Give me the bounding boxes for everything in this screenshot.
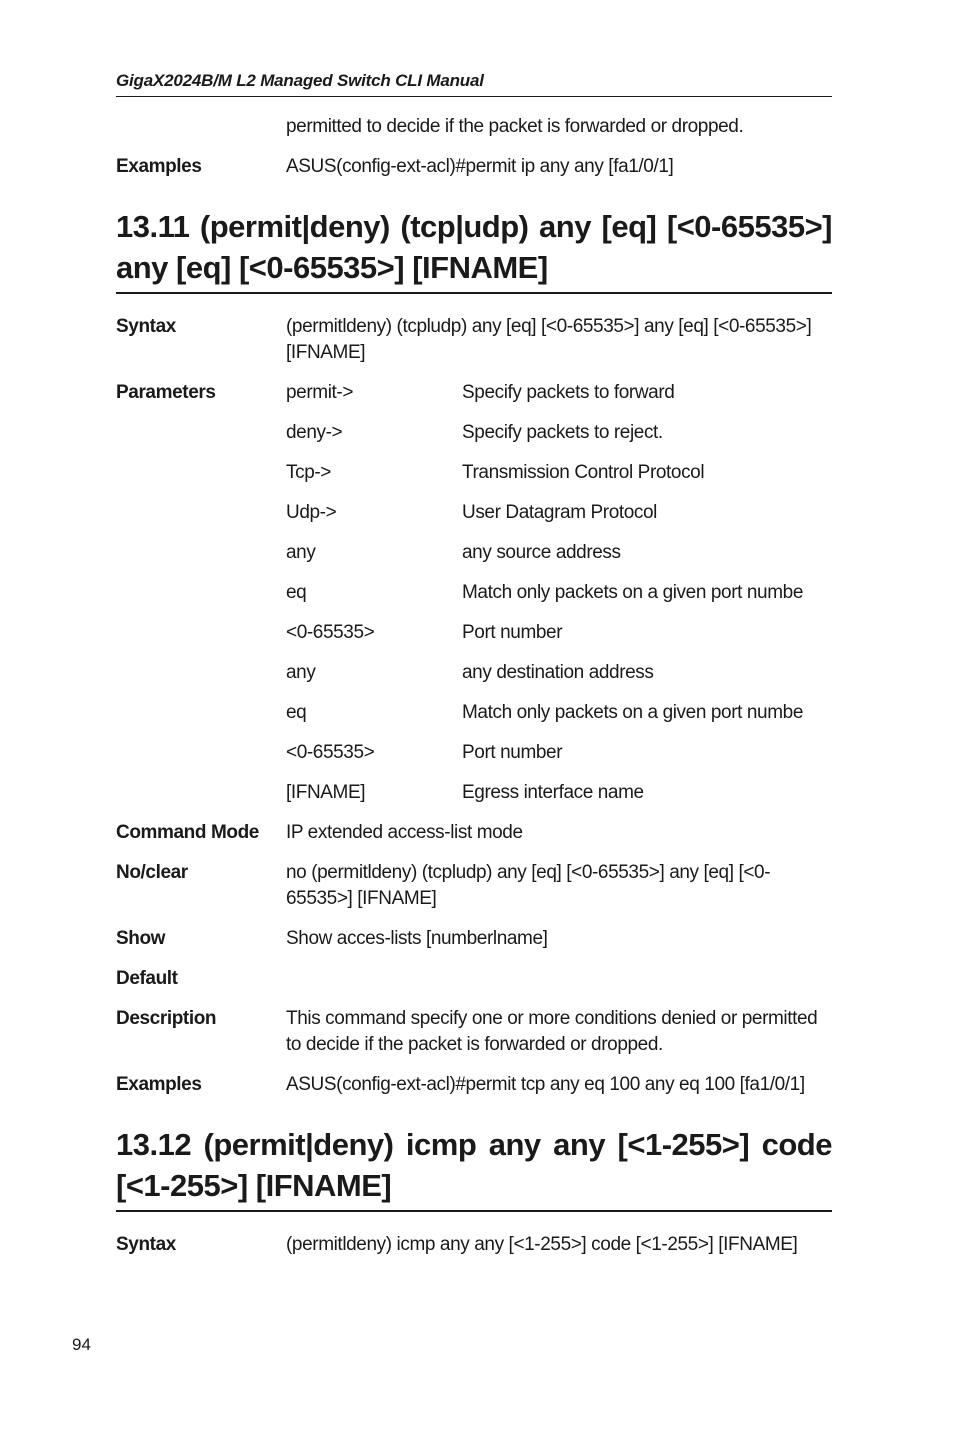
parameter-name: permit-> [286,382,354,403]
parameter-description: Match only packets on a given port numbe [462,702,803,723]
parameter-row [116,500,832,526]
parameter-row [116,380,832,406]
parameter-name: Tcp-> [286,462,331,483]
parameter-name: Udp-> [286,502,337,523]
parameter-name: eq [286,582,307,603]
parameter-name: <0-65535> [286,742,375,763]
syntax-label: Syntax [116,316,176,337]
command-mode-value: IP extended access-list mode [286,822,523,843]
syntax-value: (permitldeny) icmp any any [<1-255>] code [<1-255>] [IFNAME] [286,1234,798,1255]
parameter-name: [IFNAME] [286,782,366,803]
parameter-row [116,700,832,726]
parameter-description: Specify packets to reject. [462,422,663,443]
page-number: 94 [72,1335,91,1354]
parameter-name: any [286,542,316,563]
parameter-row [116,460,832,486]
examples-value: ASUS(config-ext-acl)#permit ip any any [fa1/0/1] [286,156,674,177]
default-label: Default [116,968,178,989]
parameter-description: any destination address [462,662,654,683]
syntax-value: (permitldeny) (tcpludp) any [eq] [<0-65535>] any [eq] [<0-65535>] [IFNAME] [286,316,812,363]
parameter-name: deny-> [286,422,343,443]
show-value: Show acces-lists [numberlname] [286,928,548,949]
syntax-row [116,314,832,366]
parameters-label: Parameters [116,382,216,403]
show-row [116,926,832,952]
description-continuation-row [116,114,832,140]
command-mode-row [116,820,832,846]
parameter-description: Port number [462,742,563,763]
command-mode-label: Command Mode [116,822,259,843]
description-row [116,1006,832,1058]
parameter-row [116,780,832,806]
parameter-row [116,660,832,686]
parameter-row [116,420,832,446]
parameter-description: Specify packets to forward [462,382,675,403]
manual-title: GigaX2024B/M L2 Managed Switch CLI Manual [116,71,484,90]
show-label: Show [116,928,166,949]
noclear-value: no (permitldeny) (tcpludp) any [eq] [<0-65535>] any [eq] [<0-65535>] [IFNAME] [286,862,771,909]
noclear-row [116,860,832,912]
syntax-label: Syntax [116,1234,176,1255]
parameter-description: Match only packets on a given port numbe [462,582,803,603]
parameter-name: eq [286,702,307,723]
description-label: Description [116,1008,217,1029]
examples-row [116,154,832,180]
parameter-description: User Datagram Protocol [462,502,657,523]
noclear-label: No/clear [116,862,188,883]
parameter-description: Egress interface name [462,782,644,803]
parameter-description: any source address [462,542,621,563]
examples-row [116,1072,832,1098]
parameter-description: Transmission Control Protocol [462,462,705,483]
description-value: This command specify one or more conditions denied or permitted to decide if the packet is forwarded or dropped. [286,1008,818,1055]
default-value [286,966,832,992]
description-continuation: permitted to decide if the packet is forwarded or dropped. [286,116,744,137]
parameter-row [116,620,832,646]
parameter-name: <0-65535> [286,622,375,643]
default-row [116,966,832,992]
parameter-row [116,740,832,766]
examples-value: ASUS(config-ext-acl)#permit tcp any eq 100 any eq 100 [fa1/0/1] [286,1074,805,1095]
parameter-row [116,540,832,566]
examples-label: Examples [116,1074,202,1095]
parameter-description: Port number [462,622,563,643]
examples-label: Examples [116,156,202,177]
section-heading-13-11: 13.11 (permit|deny) (tcp|udp) any [eq] [<0-65535>] any [eq] [<0-65535>] [IFNAME] [116,206,832,294]
syntax-row [116,1232,832,1258]
parameter-name: any [286,662,316,683]
page-content [116,114,832,1272]
running-header [116,70,832,97]
parameter-row [116,580,832,606]
section-heading-13-12: 13.12 (permit|deny) icmp any any [<1-255>] code [<1-255>] [IFNAME] [116,1124,832,1212]
